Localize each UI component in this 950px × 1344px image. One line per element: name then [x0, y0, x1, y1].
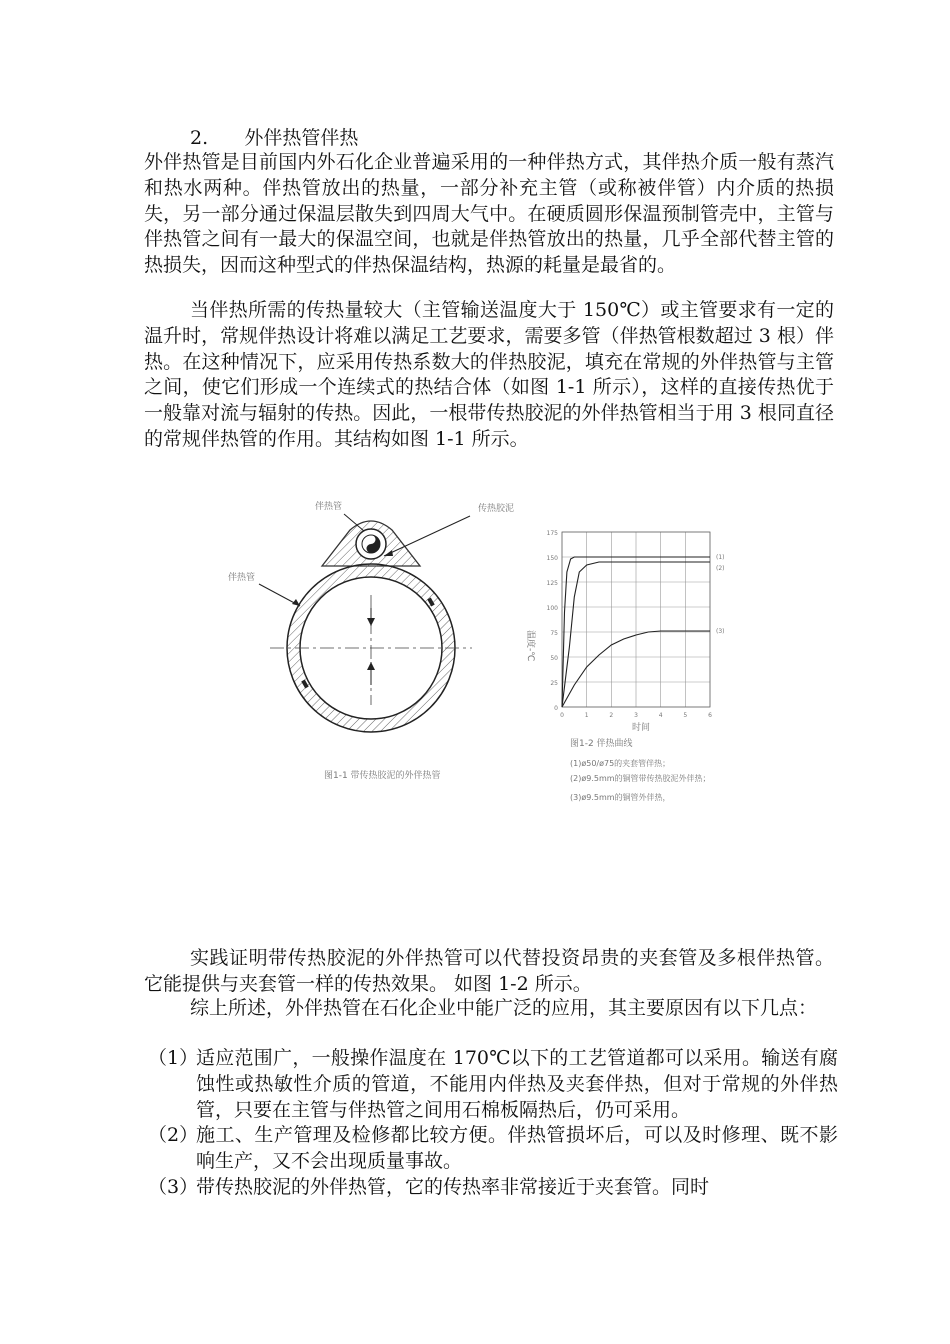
paragraph-cement: 当伴热所需的传热量较大（主管输送温度大于 150℃）或主管要求有一定的温升时，常规伴热设计将难以满足工艺要求，需要多管（伴热管根数超过 3 根）伴热。在这种情况下，应采用传热系数大的伴热胶泥，填充在常规的外伴热管与主管之间，使它们形成一个连续式的热结合体（如图 1-1 所示），这样的直接传热优于一般靠对流与辐射的传热。因此，一根带传热胶泥的外伴热管相当于用 3 根同直径的常规伴热管的作用。其结构如图 1-1 所示。: [144, 299, 834, 450]
chart-series-label-3: (3): [716, 628, 725, 635]
paragraph-practice: 实践证明带传热胶泥的外伴热管可以代替投资昂贵的夹套管及多根伴热管。它能提供与夹套管一样的传热效果。 如图 1-2 所示。: [144, 947, 834, 995]
chart-x-tick-label: 1: [584, 712, 589, 719]
figure-1-1: [228, 500, 514, 781]
chart-x-tick-label: 2: [609, 712, 614, 719]
label-tracer-left: 伴热管: [228, 573, 256, 583]
chart-x-tick-label: 5: [683, 712, 688, 719]
list-item-text: 适应范围广，一般操作温度在 170℃以下的工艺管道都可以采用。输送有腐蚀性或热敏性介质的管道，不能用内伴热及夹套伴热，但对于常规的外伴热管，只要在主管与伴热管之间用石棉板隔热后，仍可采用。: [196, 1047, 838, 1121]
chart-x-tick-label: 3: [634, 712, 638, 719]
chart-legend-1: (1)ø50/ø75的夹套管伴热；: [570, 759, 671, 768]
chart-series-label-1: (1): [716, 554, 725, 561]
chart-grid: [562, 532, 710, 707]
chart-legend-2: (2)ø9.5mm的铜管带传热胶泥外伴热；: [570, 774, 711, 783]
chart-x-tick-label: 4: [658, 712, 663, 719]
chart-series-label-2: (2): [716, 565, 725, 572]
paragraph-intro: 外伴热管是目前国内外石化企业普遍采用的一种伴热方式，其伴热介质一般有蒸汽和热水两种。伴热管放出的热量，一部分补充主管（或称被伴管）内介质的热损失，另一部分通过保温层散失到四周大气中。在硬质圆形保温预制管壳中，主管与伴热管之间有一最大的保温空间，也就是伴热管放出的热量，几乎全部代替主管的热损失，因而这种型式的伴热保温结构，热源的耗量是最省的。: [144, 151, 834, 277]
list-item: [148, 1046, 838, 1123]
chart-y-tick-label: 75: [550, 630, 558, 637]
list-item-number: （2）: [148, 1124, 199, 1147]
chart-ylabel: 温度-℃: [525, 630, 535, 662]
chart-y-tick-label: 125: [546, 580, 558, 587]
chart-xlabel: 时间: [632, 723, 651, 733]
figure-1-1-caption: 图1-1 带传热胶泥的外伴热管: [324, 771, 441, 781]
chart-x-tick-label: 6: [708, 712, 712, 719]
list-item: [148, 1123, 838, 1175]
advantages-list: [148, 1046, 838, 1201]
list-item-number: （1）: [148, 1047, 199, 1069]
chart-y-tick-label: 0: [554, 705, 558, 712]
chart-y-tick-label: 50: [550, 655, 558, 662]
label-cement: 传热胶泥: [478, 504, 515, 514]
paragraph-summary: 综上所述，外伴热管在石化企业中能广泛的应用，其主要原因有以下几点：: [190, 997, 818, 1019]
list-item-number: （3）: [148, 1175, 199, 1198]
chart-title: 图1-2 伴热曲线: [570, 739, 633, 749]
chart-y-tick-label: 25: [550, 680, 558, 687]
chart-y-tick-label: 150: [546, 555, 558, 562]
figure-1-2-chart: [525, 530, 725, 803]
list-item-text: 施工、生产管理及检修都比较方便。伴热管损坏后，可以及时修理、既不影响生产，又不会出现质量事故。: [196, 1124, 838, 1173]
section-heading: 2. 外伴热管伴热: [190, 127, 359, 149]
chart-y-tick-label: 175: [546, 530, 558, 537]
label-tracer-top: 伴热管: [315, 502, 343, 512]
list-item: [148, 1175, 838, 1201]
chart-legend-3: (3)ø9.5mm的铜管外伴热，: [570, 793, 671, 802]
chart-y-tick-label: 100: [546, 605, 558, 612]
list-item-text: 带传热胶泥的外伴热管，它的传热率非常接近于夹套管。同时: [196, 1175, 710, 1198]
chart-series-labels: [716, 554, 725, 635]
chart-x-tick-label: 0: [560, 712, 564, 719]
